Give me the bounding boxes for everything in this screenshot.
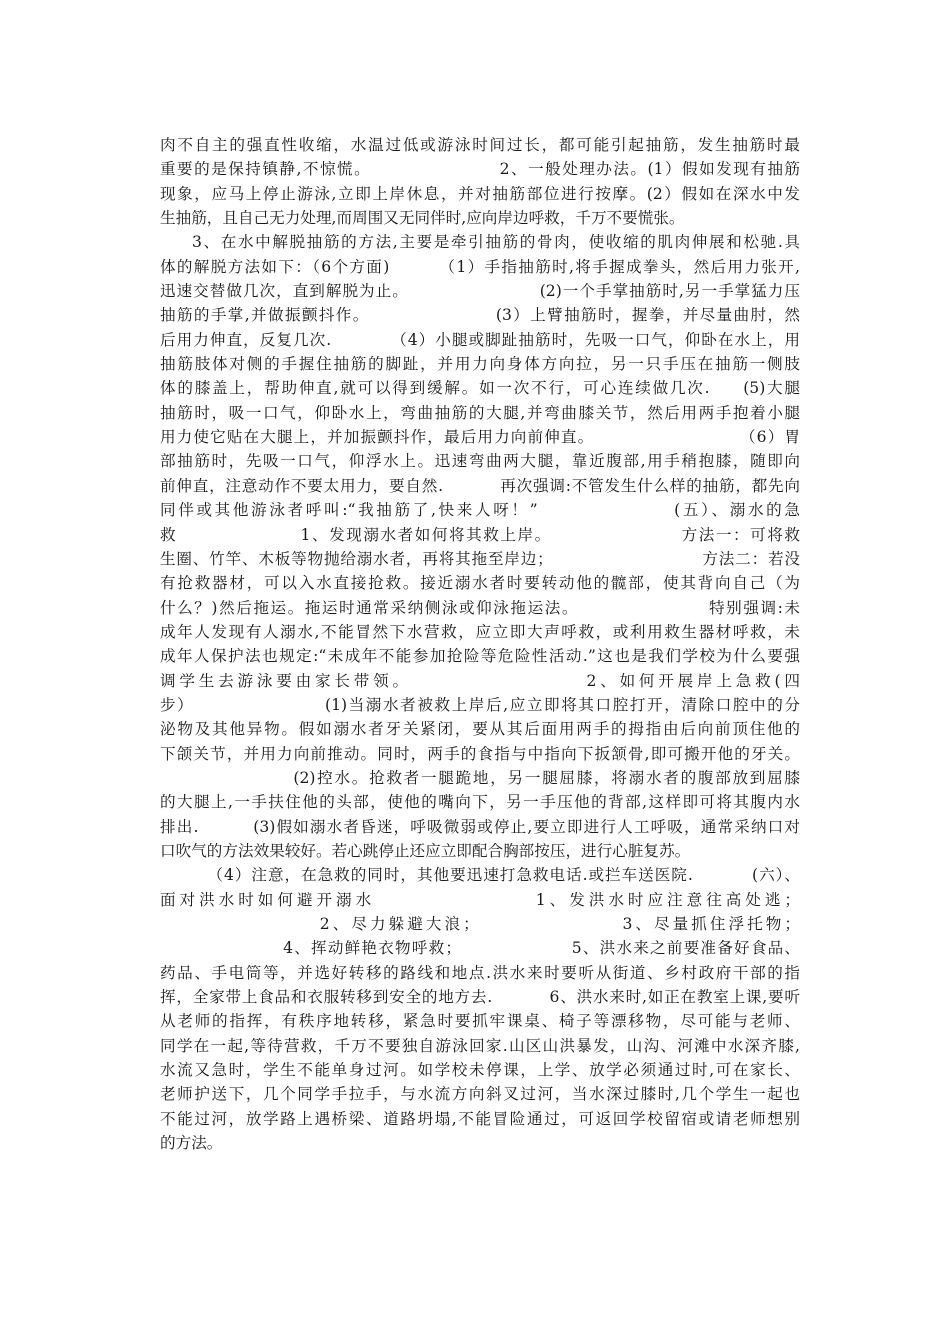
text-line: 后用力伸直，反复几次. （4）小腿或脚趾抽筋时，先吸一口气，仰卧在水上，用: [160, 330, 800, 349]
document-body: [160, 133, 800, 1155]
text-line: 药品、手电筒等，并选好转移的路线和地点.洪水来时要听从街道、乡村政府干部的指: [160, 963, 800, 982]
text-line: 生抽筋，且自己无力处理,而周围又无同伴时,应向岸边呼救，千万不要慌张。: [160, 209, 685, 228]
text-line: 泌物及其他异物。假如溺水者牙关紧闭，要从其后面用两手的拇指由后向前顶住他的: [160, 720, 800, 739]
text-line: 口吹气的方法效果较好。若心跳停止还应立即配合胸部按压，进行心脏复苏。: [160, 841, 691, 860]
text-line: 下颌关节，并用力向前推动。同时，两手的食指与中指向下扳颔骨,即可搬开他的牙关。: [160, 744, 800, 763]
text-line: 3、在水中解脱抽筋的方法,主要是牵引抽筋的骨肉，使收缩的肌肉伸展和松驰.具: [192, 233, 800, 252]
text-line: （4）注意，在急救的同时，其他要迅速打急救电话.或拦车送医院. (六）、: [160, 866, 800, 885]
text-line: 体的膝盖上，帮助伸直,就可以得到缓解。如一次不行，可心连续做几次. (5)大腿: [160, 379, 800, 398]
text-line: 同学在一起,等待营救，千万不要独自游泳回家.山区山洪暴发，山沟、河滩中水深齐膝,: [160, 1036, 800, 1055]
text-line: 挥，全家带上食品和衣服转移到安全的地方去. 6、洪水来时,如正在教室上课,要听: [160, 988, 800, 1007]
text-line: 成年人保护法也规定:“未成年不能参加抢险等危险性活动.”这也是我们学校为什么要强: [160, 647, 800, 666]
text-line: 老师护送下，几个同学手拉手，与水流方向斜叉过河，当水深过膝时,几个学生一起也: [160, 1085, 800, 1104]
text-line: 现象，应马上停止游泳,立即上岸休息，并对抽筋部位进行按摩。(2）假如在深水中发: [160, 184, 800, 203]
text-line: 步） (1)当溺水者被救上岸后,应立即将其口腔打开，清除口腔中的分: [160, 695, 800, 714]
text-line: 用力使它贴在大腿上，并加振颤抖作，最后用力向前伸直。 （6）胃: [160, 428, 800, 447]
text-line: 体的解脱方法如下：（6个方面) （1）手指抽筋时,将手握成拳头，然后用力张开,: [160, 257, 800, 276]
text-line: 救 1、发现溺水者如何将其救上岸。 方法一：可将救: [160, 525, 800, 544]
text-line: 从老师的指挥，有秩序地转移，紧急时要抓牢课桌、椅子等漂移物，尽可能与老师、: [160, 1012, 800, 1031]
text-line: 不能过河，放学路上遇桥梁、道路坍塌,不能冒险通过，可返回学校留宿或请老师想别: [160, 1109, 800, 1128]
text-line: 2、尽力躲避大浪； 3、尽量抓住浮托物；: [160, 915, 800, 933]
text-line: 生圈、竹竿、木板等物抛给溺水者，再将其拖至岸边； 方法二：若没: [160, 549, 800, 568]
text-line: 抽筋的手掌,并做振颤抖作。 (3）上臂抽筋时，握拳，并尽量曲肘，然: [160, 306, 800, 325]
text-line: 有抢救器材，可以入水直接抢救。接近溺水者时要转动他的髋部，使其背向自己（为: [160, 574, 800, 593]
text-line: 水流又急时，学生不能单身过河。如学校未停课，上学、放学必须通过时,可在家长、: [160, 1061, 800, 1080]
text-line: 排出. (3)假如溺水者昏迷，呼吸微弱或停止,要立即进行人工呼吸，通常采纳口对: [160, 817, 800, 836]
text-line: (2)控水。抢救者一腿跪地，另一腿屈膝，将溺水者的腹部放到屈膝: [160, 768, 800, 787]
text-line: 抽筋肢体对侧的手握住抽筋的脚趾，并用力向身体方向拉，另一只手压在抽筋一侧肢: [160, 355, 800, 374]
text-line: 的方法。: [160, 1134, 223, 1153]
text-line: 部抽筋时，先吸一口气，仰浮水上。迅速弯曲两大腿，靠近腹部,用手稍抱膝，随即向: [160, 452, 800, 471]
text-line: 迅速交替做几次，直到解脱为止。 (2)一个手掌抽筋时,另一手掌猛力压: [160, 282, 800, 301]
text-line: 成年人发现有人溺水,不能冒然下水营救，应立即大声呼救，或利用救生器材呼救，未: [160, 622, 800, 641]
text-line: 同伴或其他游泳者呼叫:“我抽筋了,快来人呀！” (五）、溺水的急: [160, 501, 800, 520]
text-line: 重要的是保持镇静,不惊慌。 2、一般处理办法。(1）假如发现有抽筋: [160, 160, 800, 179]
text-line: 前伸直，注意动作不要太用力，要自然. 再次强调:不管发生什么样的抽筋，都先向: [160, 476, 800, 495]
text-line: 的大腿上,一手扶住他的头部，使他的嘴向下，另一手压他的背部,这样即可将其腹内水: [160, 793, 800, 812]
text-line: 面对洪水时如何避开溺水 1、发洪水时应注意往高处逃；: [160, 890, 800, 909]
text-line: 肉不自主的强直性收缩，水温过低或游泳时间过长，都可能引起抽筋，发生抽筋时最: [160, 136, 800, 154]
text-line: 抽筋时，吸一口气，仰卧水上，弯曲抽筋的大腿,并弯曲膝关节，然后用两手抱着小腿: [160, 403, 800, 422]
text-line: 调学生去游泳要由家长带领。 2、如何开展岸上急救(四: [160, 671, 800, 690]
text-line: 4、挥动鲜艳衣物呼救； 5、洪水来之前要准备好食品、: [160, 939, 800, 958]
text-line: 什么？)然后拖运。拖运时通常采纳侧泳或仰泳拖运法。 特别强调:未: [160, 598, 800, 617]
